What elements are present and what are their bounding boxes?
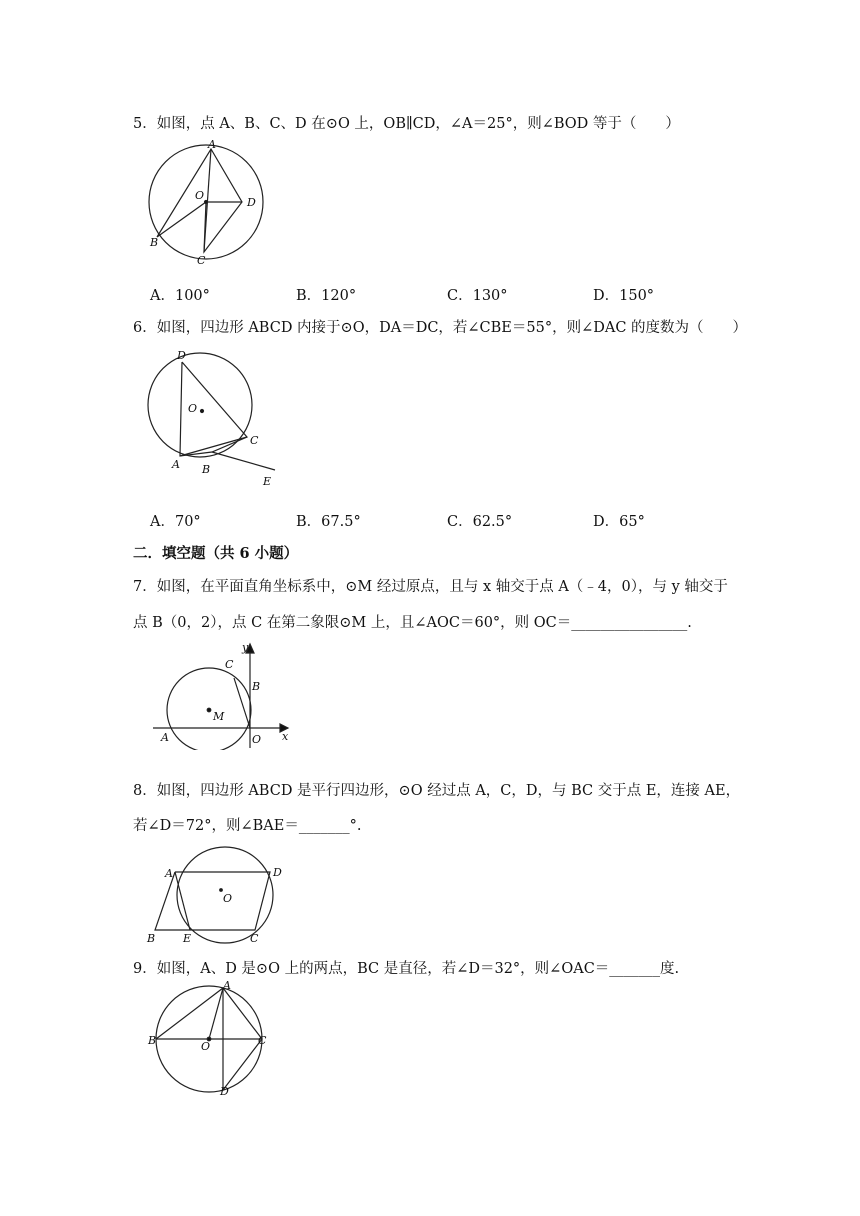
q6-option-d[interactable]: D．65°	[593, 514, 645, 530]
q5-option-b[interactable]: B．120°	[296, 288, 357, 304]
q7-label-o: O	[252, 733, 262, 746]
q6-label-a: A	[172, 458, 180, 471]
q8-label-a: A	[165, 867, 173, 880]
q8-stem-line2: 若∠D＝72°，则∠BAE＝_______°.	[133, 818, 362, 834]
q5-option-d[interactable]: D．150°	[593, 288, 655, 304]
q7-label-c: C	[225, 658, 234, 671]
q8-label-o: O	[223, 892, 233, 905]
q8-figure	[143, 845, 293, 945]
q7-label-b: B	[252, 680, 261, 693]
q5-label-b: B	[150, 236, 159, 249]
q7-label-m: M	[213, 710, 225, 723]
q5-label-c: C	[197, 254, 206, 267]
q7-label-x: x	[282, 730, 289, 743]
q8-label-d: D	[273, 866, 282, 879]
q5-option-a[interactable]: A．100°	[150, 288, 210, 304]
q6-stem: 6．如图，四边形 ABCD 内接于⊙O，DA＝DC，若∠CBE＝55°，则∠DAC 的度数为（ ）	[133, 320, 748, 336]
q7-stem-line1: 7．如图，在平面直角坐标系中，⊙M 经过原点，且与 x 轴交于点 A（﹣4，0），与 y 轴交于	[133, 579, 728, 595]
q6-option-a[interactable]: A．70°	[150, 514, 201, 530]
q8-label-e: E	[183, 932, 192, 945]
q5-label-o: O	[195, 189, 205, 202]
q5-center-dot	[205, 201, 208, 204]
q6-figure	[140, 345, 285, 490]
section-title: 二．填空题（共 6 小题）	[133, 545, 299, 562]
q9-stem: 9．如图，A、D 是⊙O 上的两点，BC 是直径，若∠D＝32°，则∠OAC＝_______度.	[133, 961, 680, 977]
q7-label-y: y	[242, 641, 249, 654]
q7-center-dot	[207, 708, 211, 712]
q6-label-c: C	[250, 434, 259, 447]
q5-option-c[interactable]: C．130°	[447, 288, 508, 304]
q6-label-e: E	[263, 475, 272, 488]
q5-label-a: A	[208, 140, 216, 151]
q6-option-b[interactable]: B．67.5°	[296, 514, 361, 530]
q9-label-a: A	[223, 980, 231, 992]
q9-label-b: B	[148, 1034, 157, 1047]
q8-center-dot	[220, 889, 223, 892]
q8-label-c: C	[250, 932, 259, 945]
q9-label-c: C	[258, 1034, 267, 1047]
q9-label-o: O	[201, 1040, 211, 1053]
q8-parallelogram	[155, 872, 270, 930]
q5-figure	[140, 140, 270, 270]
q9-figure	[143, 980, 283, 1100]
q5-label-d: D	[247, 196, 256, 209]
q7-label-a: A	[161, 731, 169, 744]
q6-label-d: D	[177, 349, 186, 362]
q6-label-o: O	[188, 402, 198, 415]
q5-stem: 5．如图，点 A、B、C、D 在⊙O 上，OB∥CD，∠A＝25°，则∠BOD 等于（ ）	[133, 116, 680, 132]
q8-stem-line1: 8．如图，四边形 ABCD 是平行四边形，⊙O 经过点 A，C，D，与 BC 交于点 E，连接 AE，	[133, 783, 741, 799]
q9-label-d: D	[220, 1085, 229, 1098]
q7-figure	[148, 640, 298, 750]
q6-label-b: B	[202, 463, 211, 476]
q6-center-dot	[201, 410, 204, 413]
q7-stem-line2: 点 B（0，2），点 C 在第二象限⊙M 上，且∠AOC＝60°，则 OC＝________________.	[133, 615, 692, 631]
q8-label-b: B	[147, 932, 156, 945]
q6-option-c[interactable]: C．62.5°	[447, 514, 513, 530]
